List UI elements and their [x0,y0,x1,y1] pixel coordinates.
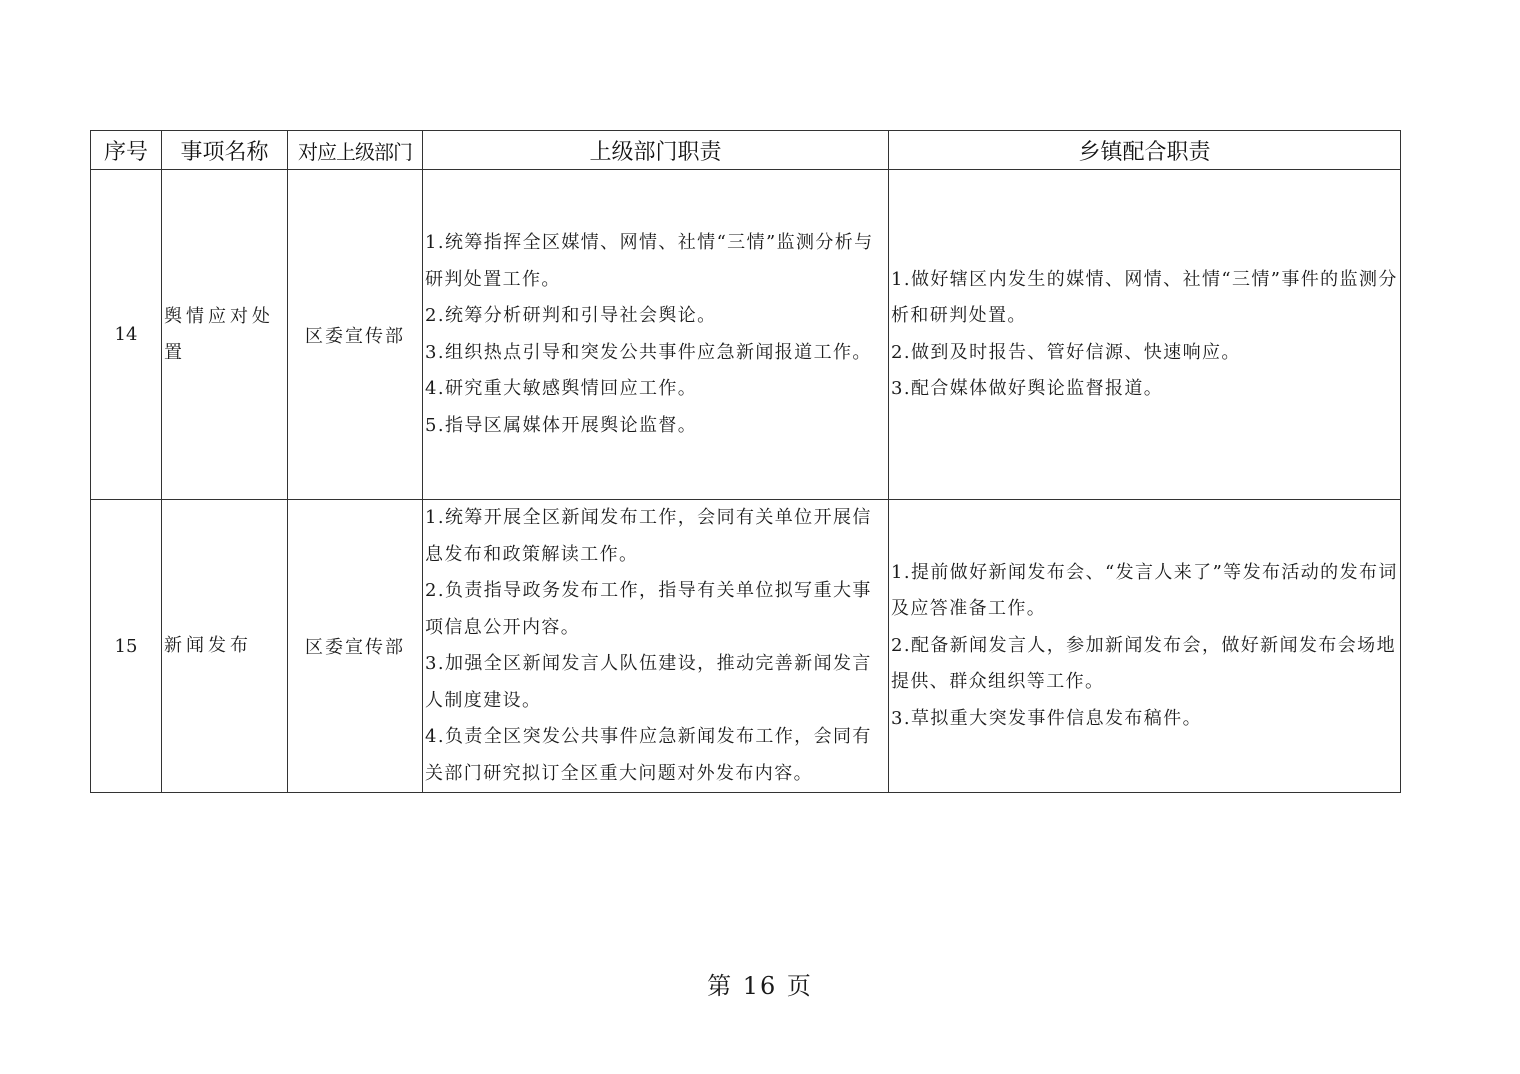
duty-item: 1.统筹开展全区新闻发布工作，会同有关单位开展信息发布和政策解读工作。 [425,507,872,565]
header-upper-dept: 对应上级部门 [288,131,423,170]
duty-item: 2.统筹分析研判和引导社会舆论。 [425,305,717,326]
duty-item: 1.做好辖区内发生的媒情、网情、社情“三情”事件的监测分析和研判处置。 [891,268,1398,326]
upper-dept: 区委宣传部 [288,500,423,793]
duty-table [90,130,1401,793]
duty-item: 3.组织热点引导和突发公共事件应急新闻报道工作。 [425,341,872,363]
row-num: 15 [91,500,162,793]
duty-item: 1.统筹指挥全区媒情、网情、社情“三情”监测分析与研判处置工作。 [425,232,874,290]
duty-item: 4.研究重大敏感舆情回应工作。 [425,378,698,399]
duty-item: 1.提前做好新闻发布会、“发言人来了”等发布活动的发布词及应答准备工作。 [891,561,1398,620]
item-name: 新闻发布 [162,500,288,793]
duty-item: 3.加强全区新闻发言人队伍建设，推动完善新闻发言人制度建设。 [425,653,872,711]
town-duties-cell [889,500,1401,793]
item-name: 舆情应对处置 [162,170,288,500]
upper-dept: 区委宣传部 [288,170,423,500]
duty-item: 2.配备新闻发言人，参加新闻发布会，做好新闻发布会场地提供、群众组织等工作。 [891,634,1396,693]
duty-item: 3.草拟重大突发事件信息发布稿件。 [891,707,1202,729]
header-upper-duties: 上级部门职责 [423,131,889,170]
table-row [91,170,1401,500]
duty-item: 2.做到及时报告、管好信源、快速响应。 [891,341,1241,363]
town-duties-cell [889,170,1401,500]
upper-duties-cell [423,170,889,500]
header-num: 序号 [91,131,162,170]
header-row [91,131,1401,170]
duty-item: 3.配合媒体做好舆论监督报道。 [891,378,1164,399]
header-town-duties: 乡镇配合职责 [889,131,1401,170]
duty-item: 5.指导区属媒体开展舆论监督。 [425,414,698,436]
page-number: 第 16 页 [707,972,813,1000]
upper-duties-cell [423,500,889,793]
duty-item: 4.负责全区突发公共事件应急新闻发布工作，会同有关部门研究拟订全区重大问题对外发布内容。 [425,726,872,784]
header-item-name: 事项名称 [162,131,288,170]
row-num: 14 [91,170,162,500]
table-row [91,500,1401,793]
duty-item: 2.负责指导政务发布工作，指导有关单位拟写重大事项信息公开内容。 [425,580,872,638]
